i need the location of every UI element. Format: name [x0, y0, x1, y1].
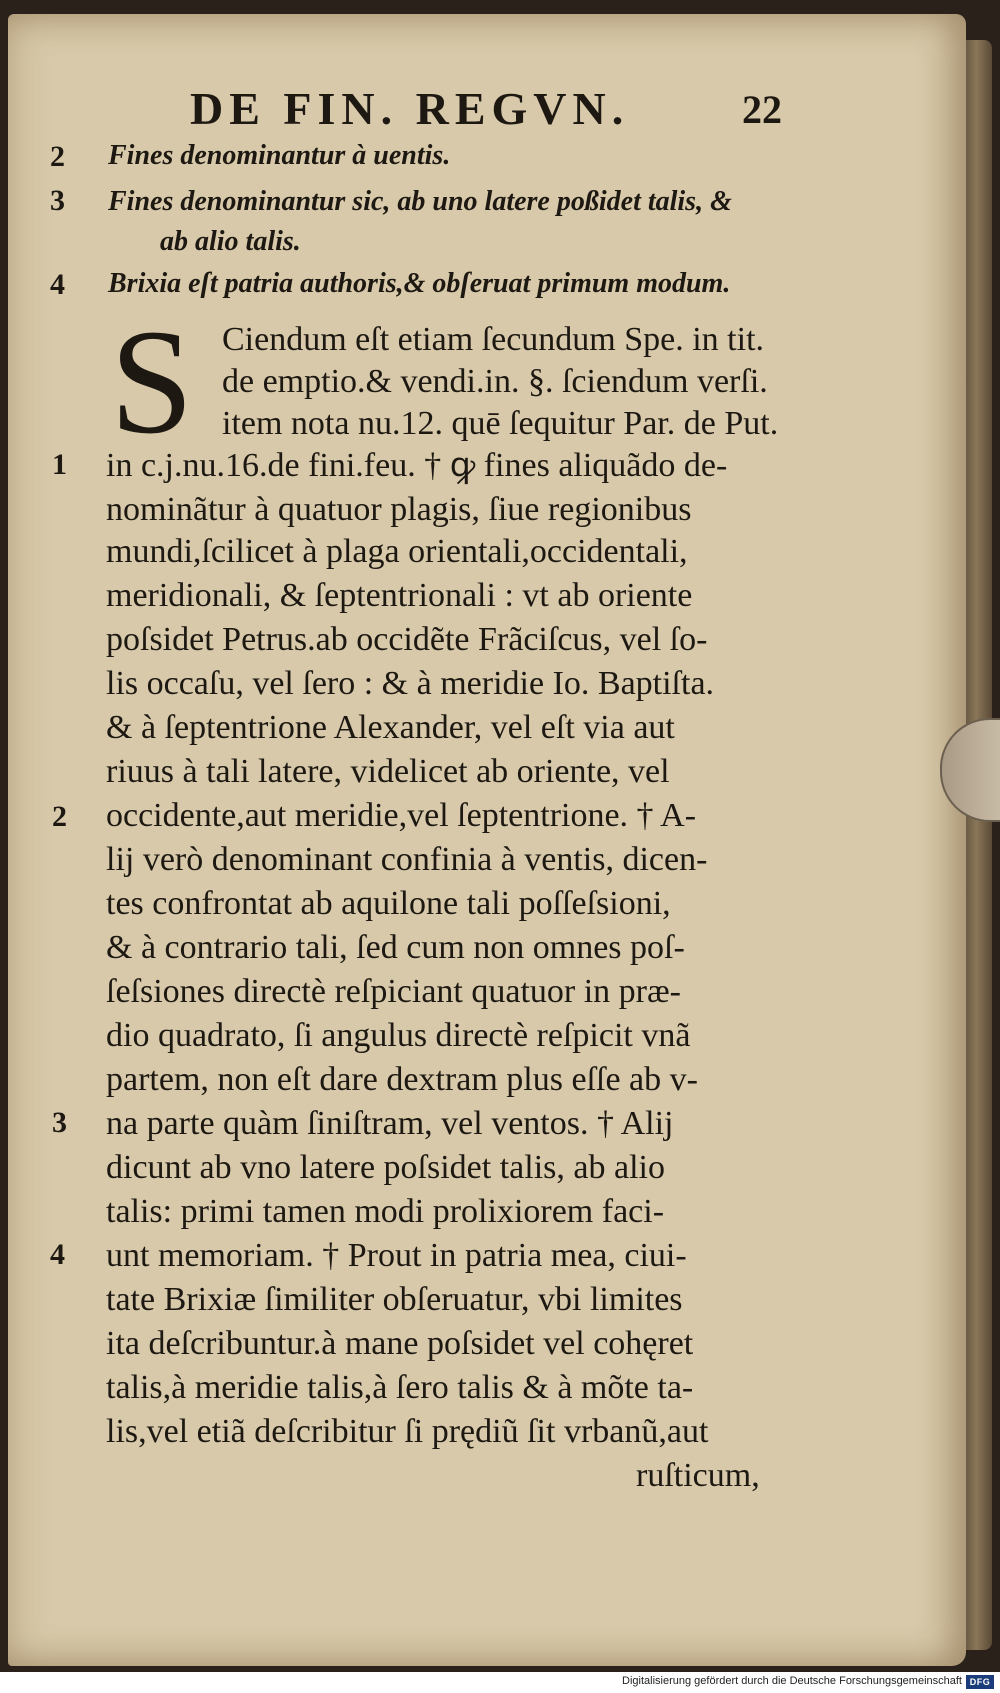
text-line: ſeſsiones directè reſpiciant quatuor in præ-: [106, 973, 681, 1010]
summary-number-3: 3: [50, 184, 65, 217]
margin-number: 2: [52, 800, 67, 833]
text-line: dio quadrato, ſi angulus directè reſpicit vnã: [106, 1017, 691, 1054]
text-line: tes confrontat ab aquilone tali poſſeſsioni,: [106, 885, 671, 922]
summary-line: Fines denominantur sic, ab uno latere poßidet talis, &: [108, 186, 732, 217]
text-line: Ciendum eſt etiam ſecundum Spe. in tit.: [222, 321, 765, 358]
text-line: partem, non eſt dare dextram plus eſſe ab v-: [106, 1061, 698, 1098]
text-line: tate Brixiæ ſimiliter obſeruatur, vbi limites: [106, 1281, 683, 1318]
text-line: nominãtur à quatuor plagis, ſiue regionibus: [106, 491, 692, 528]
summary-number-2: 2: [50, 140, 65, 173]
text-line: & à ſeptentrione Alexander, vel eſt via aut: [106, 709, 675, 746]
text-line: & à contrario tali, ſed cum non omnes poſ-: [106, 929, 685, 966]
text-line: lij verò denominant confinia à ventis, dicen-: [106, 841, 708, 878]
dfg-logo: DFG: [966, 1675, 994, 1689]
text-line: in c.j.nu.16.de fini.feu. † ꝙ fines aliquãdo de-: [106, 447, 728, 484]
text-line: dicunt ab vno latere poſsidet talis, ab alio: [106, 1149, 665, 1186]
summary-line: Fines denominantur à uentis.: [108, 140, 451, 171]
running-title: DE FIN. REGVN.: [190, 83, 630, 134]
text-line: riuus à tali latere, videlicet ab oriente, vel: [106, 753, 670, 790]
text-line: talis: primi tamen modi prolixiorem faci-: [106, 1193, 665, 1230]
text-line: mundi,ſcilicet à plaga orientali,occidentali,: [106, 533, 688, 570]
funding-credit: Digitalisierung gefördert durch die Deutsche Forschungsgemeinschaft: [622, 1675, 962, 1687]
text-line: occidente,aut meridie,vel ſeptentrione. † A-: [106, 797, 697, 834]
footer-bar: [0, 1672, 1000, 1693]
folio-number: 22: [742, 87, 782, 132]
text-line: lis,vel etiã deſcribitur ſi prędiũ ſit vrbanũ,aut: [106, 1413, 709, 1450]
summary-number-4: 4: [50, 268, 65, 301]
text-line: ruſticum,: [636, 1457, 760, 1494]
margin-number: 1: [52, 448, 67, 481]
text-line: na parte quàm ſiniſtram, vel ventos. † Alij: [106, 1105, 674, 1142]
text-line: ita deſcribuntur.à mane poſsidet vel cohęret: [106, 1325, 694, 1362]
text-line: de emptio.& vendi.in. §. ſciendum verſi.: [222, 363, 768, 400]
summary-line: Brixia eſt patria authoris,& obſeruat primum modum.: [108, 268, 731, 299]
margin-number: 3: [52, 1106, 67, 1139]
page-edge: [966, 40, 992, 1650]
text-line: poſsidet Petrus.ab occidẽte Frãciſcus, vel ſo-: [106, 621, 708, 658]
text-line: lis occaſu, vel ſero : & à meridie Io. Baptiſta.: [106, 665, 715, 702]
drop-cap: S: [110, 299, 194, 465]
text-line: talis,à meridie talis,à ſero talis & à mõte ta-: [106, 1369, 694, 1406]
summary-line: ab alio talis.: [160, 226, 301, 257]
text-line: item nota nu.12. quē ſequitur Par. de Put.: [222, 405, 779, 442]
text-line: meridionali, & ſeptentrionali : vt ab oriente: [106, 577, 693, 614]
text-line: unt memoriam. † Prout in patria mea, ciui-: [106, 1237, 687, 1274]
margin-number: 4: [50, 1238, 65, 1271]
